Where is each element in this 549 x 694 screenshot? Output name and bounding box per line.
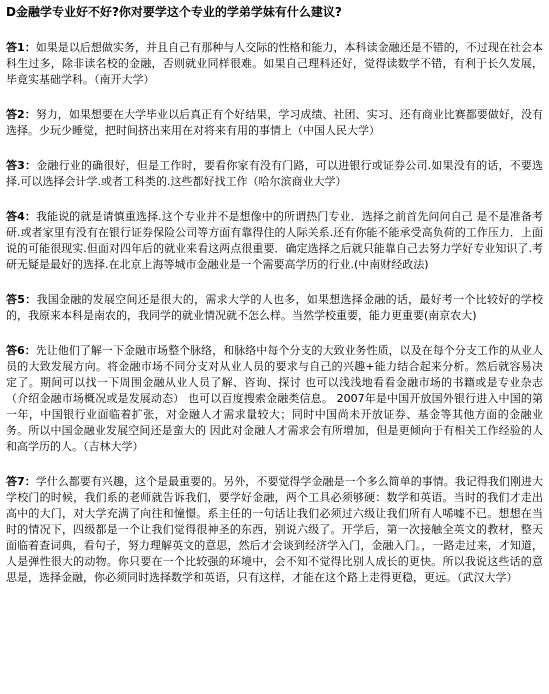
answer-label: 答3： <box>6 159 37 172</box>
answer-2 <box>6 107 543 139</box>
answer-3 <box>6 158 543 190</box>
answer-text: 我能说的就是请慎重选择.这个专业并不是想像中的所谓热门专业．选择之前首先问问自己 是不是准备考研.或者家里有没有在银行证券保险公司等方面有靠得住的人际关系.还有你能不能承受高负荷的工作压力．上面说的可能很现实.但面对四年后的就业来看这两点很重要．确定选择之后就只能靠自己去努力学好专业知识了.考研无疑是最好的选择.在北京上海等城市金融业是一个需要高学历的行业.(中南财经政法) <box>6 210 543 271</box>
answer-text: 如果是以后想做实务，并且自己有那种与人交际的性格和能力，本科读金融还是不错的，不过现在社会本科生过多，除非读名校的金融，否则就业同样很难。如果自己理科还好，觉得读数学不错，有利于长久发展，毕竟实基础学科。（南开大学） <box>6 41 544 86</box>
answer-label: 答1： <box>6 41 36 54</box>
answer-label: 答6： <box>6 344 36 357</box>
answer-1 <box>6 40 543 88</box>
answer-6 <box>6 343 543 455</box>
answer-label: 答4： <box>6 210 36 223</box>
answer-text: 努力，如果想要在大学毕业以后真正有个好结果，学习成绩、社团、实习、还有商业比赛都要做好，没有选择。少玩少睡觉，把时间挤出来用在对将来有用的事情上（中国人民大学） <box>6 108 544 137</box>
answer-text: 学什么都要有兴趣，这个是最重要的。另外，不要觉得学金融是一个多么简单的事情。我记得我们刚进大学校门的时候，我们系的老师就告诉我们，要学好金融，两个工具必须够硬：数学和英语。当时的我们才走出高中的大门，对大学充满了向往和憧憬。系主任的一句话让我们必须过六级让我们所有人唏嘘不已。想想在当时的情况下，四级都是一个让我们觉得很神圣的东西，别说六级了。开学后，第一次接触全英文的教材，整天面临着查词典，看句子，努力理解英文的意思，然后才会谈到经济学入门，金融入门。，一路走过来，才知道，人是弹性很大的动物。你只要在一个比较强的环境中，会不知不觉得比别人成长的更快。所以我说这些话的意思是，选择金融，你必须同时选择数学和英语，只有这样，才能在这个路上走得更稳，更远。（武汉大学） <box>6 475 544 584</box>
answer-text: 我国金融的发展空间还是很大的，需求大学的人也多，如果想选择金融的话，最好考一个比较好的学校的，我原来本科是南农的，我同学的就业情况就不怎么样。当然学校重要，能力更重要(南京农大) <box>6 293 544 322</box>
answer-4 <box>6 209 543 273</box>
answer-text: 金融行业的确很好，但是工作时，要看你家有没有门路，可以进银行或证券公司.如果没有的话，不要选择.可以选择会计学.或者工科类的.这些都好找工作（哈尔滨商业大学） <box>6 159 544 188</box>
document-title: D金融学专业好不好?你对要学这个专业的学弟学妹有什么建议? <box>6 5 342 19</box>
answer-5 <box>6 292 543 324</box>
answer-text: 先让他们了解一下金融市场整个脉络，和脉络中每个分支的大致业务性质，以及在每个分支工作的从业人员的大致发展方向。将金融市场不同分支对从业人员的要求与自己的兴趣+能力结合起来分析。然后就容易决定了。期间可以找一下周围金融从业人员了解、咨询、探讨 也可以浅浅地看看金融市场的书籍或是专业杂志（介绍金融市场概况或是发展动态） 也可以百度搜索金融类信息。 2007年是中国开放国外银行进入中国的第一年，中国银行业面临着扩张，对金融人才需求量较大；同时中国尚未开放证券、基金等其他方面的金融业务。所以中国金融业发展空间还是蛮大的 因此对金融人才需求会有所增加，但是更倾向于有相关工作经验的人和高学历的人。（吉林大学） <box>6 344 544 453</box>
answer-label: 答7： <box>6 475 36 488</box>
answer-7 <box>6 474 543 586</box>
answer-label: 答5： <box>6 293 37 306</box>
answer-label: 答2： <box>6 108 36 121</box>
